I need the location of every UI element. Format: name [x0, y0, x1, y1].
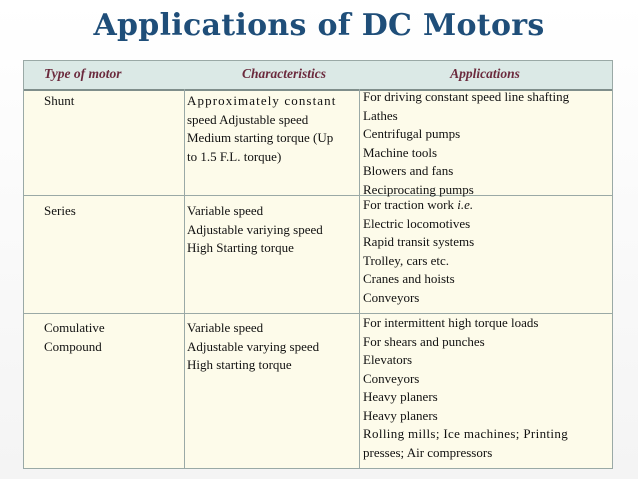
type-text: Shunt — [44, 93, 75, 108]
application-text: Blowers and fans — [363, 163, 454, 178]
application-text: Cranes and hoists — [363, 271, 455, 286]
characteristic-text: High starting torque — [187, 357, 292, 372]
application-text: For driving constant speed line shafting — [363, 89, 570, 104]
characteristic-text: Variable speed — [187, 320, 264, 335]
header-applications: Applications — [450, 66, 520, 81]
application-text: Trolley, cars etc. — [363, 252, 450, 268]
characteristic-text: to 1.5 F.L. torque) — [187, 148, 282, 164]
type-text: Compound — [44, 338, 102, 354]
characteristic-text: Adjustable variying speed — [187, 221, 323, 237]
application-text-main: For traction work i.e. — [363, 197, 474, 212]
application-text: Machine tools — [363, 144, 438, 160]
characteristic-text: Adjustable varying speed — [187, 338, 320, 354]
application-text: Centrifugal pumps — [363, 126, 461, 141]
type-text: Comulative — [44, 320, 105, 335]
application-text — [363, 196, 474, 215]
application-text: Rapid transit systems — [363, 234, 475, 249]
table-header — [24, 61, 612, 91]
row-series-characteristics — [187, 202, 323, 258]
column-divider — [184, 89, 185, 468]
type-text: Series — [44, 203, 76, 218]
application-text: presses; Air compressors — [363, 444, 493, 460]
application-text: Lathes — [363, 107, 398, 123]
ie-abbreviation: i.e. — [457, 197, 474, 212]
motor-applications-table — [23, 60, 613, 469]
header-characteristics: Characteristics — [241, 66, 326, 81]
application-text: Electric locomotives — [363, 215, 471, 231]
column-divider — [359, 89, 360, 468]
application-text: Reciprocating pumps — [363, 181, 474, 197]
row-series-applications — [363, 196, 474, 307]
row-compound-applications — [363, 314, 568, 462]
application-text: Rolling mills; Ice machines; Printing — [363, 426, 569, 441]
application-text: Heavy planers — [363, 407, 438, 423]
application-text: For intermittent high torque loads — [363, 315, 539, 330]
characteristic-text: Approximately constant — [187, 93, 337, 108]
header-type: Type of motor — [44, 66, 122, 81]
characteristic-text: Variable speed — [187, 203, 264, 218]
application-text: Elevators — [363, 352, 413, 367]
row-compound-type — [44, 319, 105, 356]
application-text: Conveyors — [363, 289, 420, 305]
characteristic-text: Medium starting torque (Up — [187, 130, 334, 145]
row-shunt-applications — [363, 88, 569, 199]
row-shunt-type — [44, 92, 74, 111]
application-text: Heavy planers — [363, 389, 438, 404]
characteristic-text: High Starting torque — [187, 240, 294, 255]
page-title: Applications of DC Motors — [93, 8, 545, 43]
row-compound-characteristics — [187, 319, 319, 375]
application-text: For shears and punches — [363, 333, 485, 349]
characteristic-text: speed Adjustable speed — [187, 111, 309, 127]
application-text: Conveyors — [363, 370, 420, 386]
row-series-type — [44, 202, 76, 221]
row-shunt-characteristics — [187, 92, 336, 166]
